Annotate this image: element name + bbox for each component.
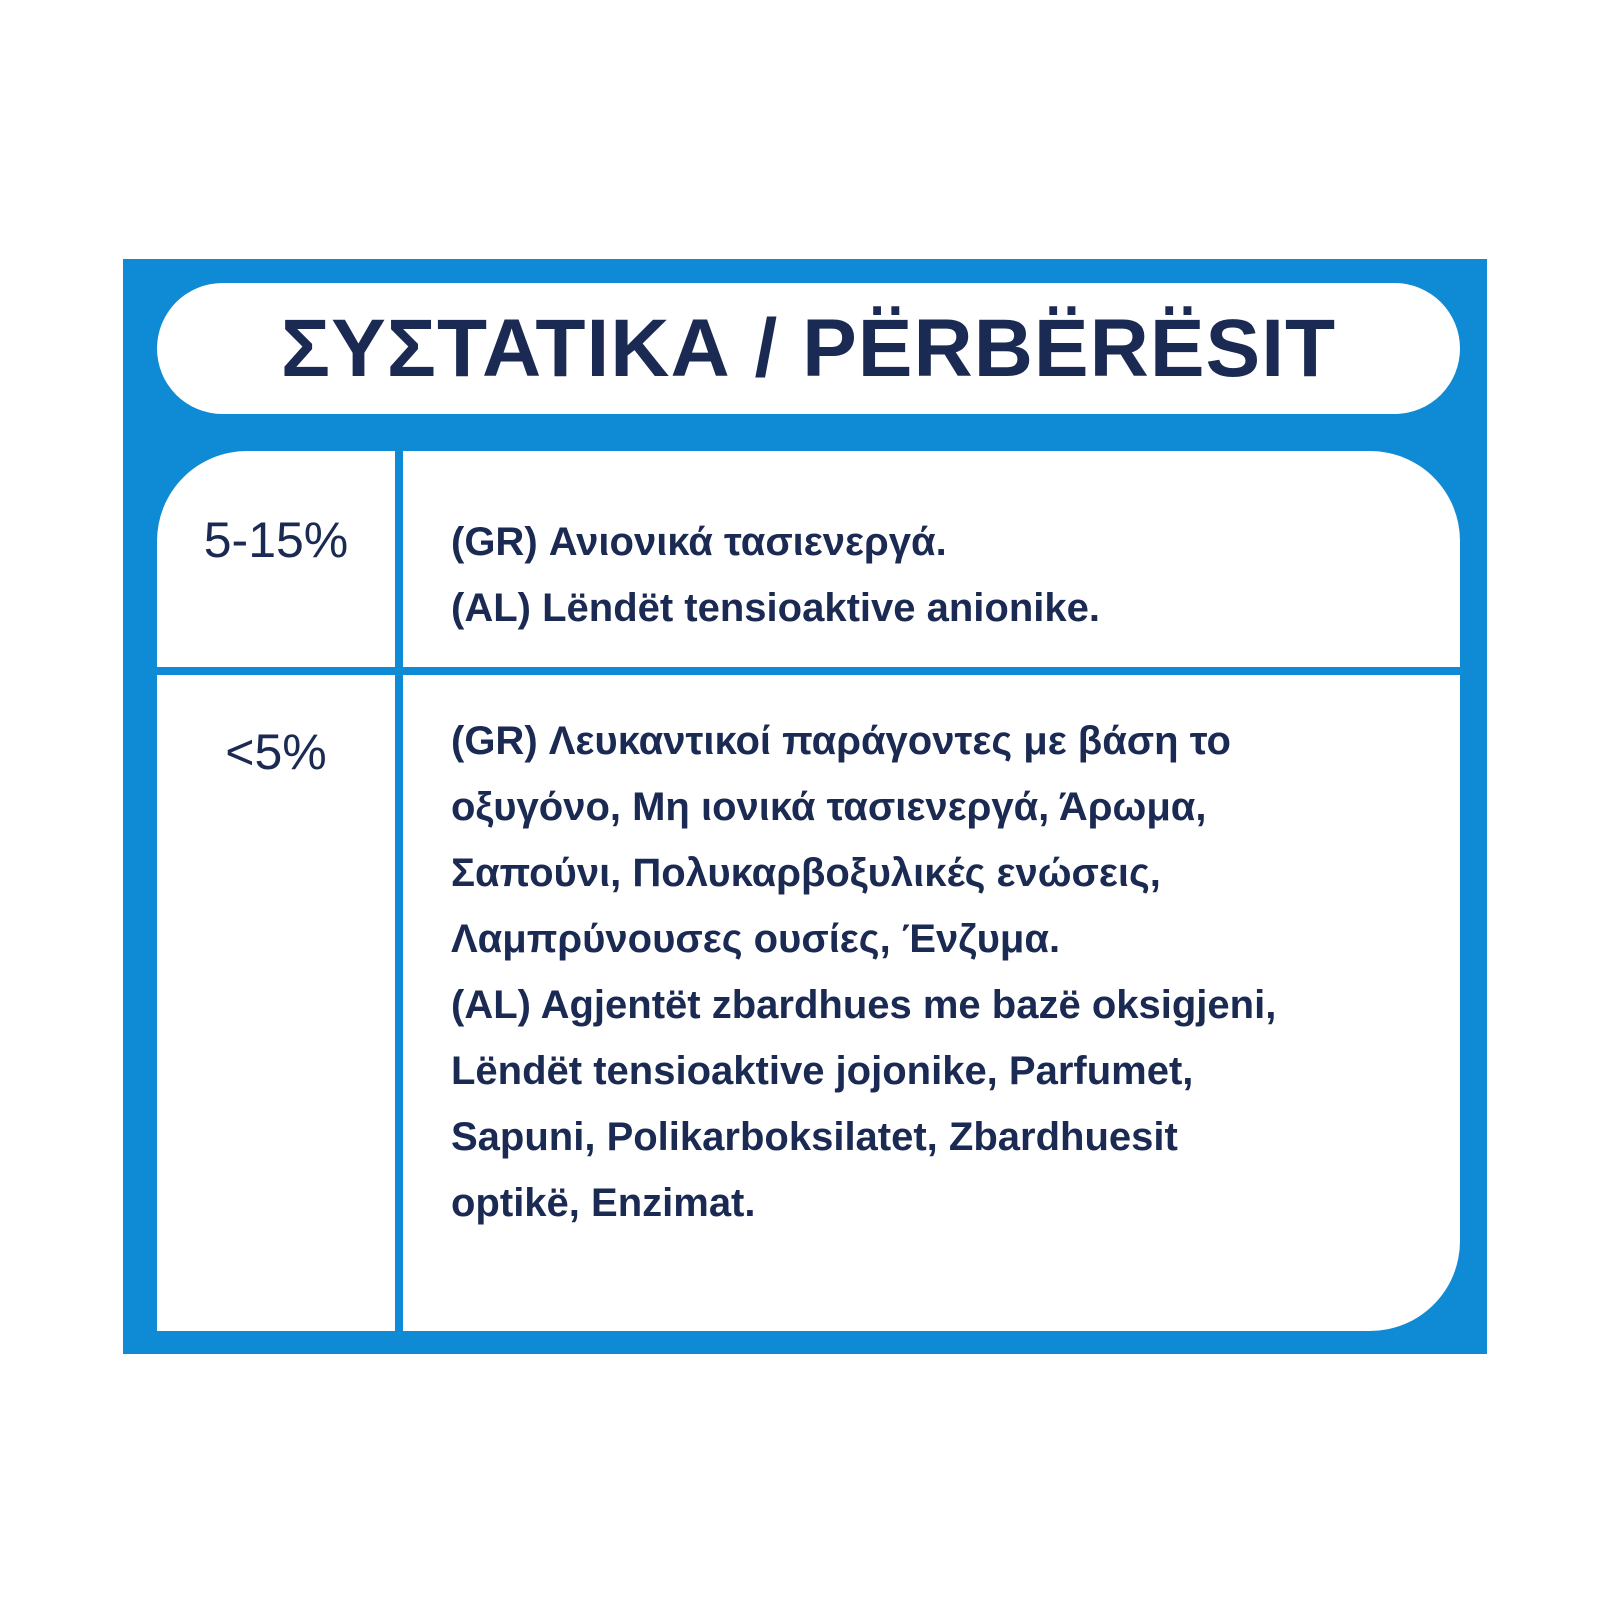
description-line: (GR) Ανιονικά τασιενεργά. — [451, 520, 947, 564]
description-line: optikë, Enzimat. — [451, 1181, 756, 1225]
description-line: (AL) Agjentët zbardhues me bazë oksigjeni, — [451, 983, 1277, 1027]
description-line: Σαπούνι, Πολυκαρβοξυλικές ενώσεις, — [451, 851, 1161, 895]
description-line: (AL) Lëndët tensioaktive anionike. — [451, 586, 1101, 630]
page-title: ΣΥΣΤΑΤΙΚΑ / PËRBËRËSIT — [280, 302, 1337, 394]
description-line: Lëndët tensioaktive jojonike, Parfumet, — [451, 1049, 1194, 1093]
percentage-cell: 5-15% — [203, 512, 349, 568]
description-line: (GR) Λευκαντικοί παράγοντες με βάση το — [451, 719, 1231, 763]
column-divider — [395, 451, 403, 1331]
row-divider — [157, 667, 1460, 675]
description-line: Λαμπρύνουσες ουσίες, Ένζυμα. — [451, 917, 1061, 961]
description-line: οξυγόνο, Μη ιονικά τασιενεργά, Άρωμα, — [451, 785, 1207, 829]
description-line: Sapuni, Polikarboksilatet, Zbardhuesit — [451, 1115, 1178, 1159]
ingredients-frame — [123, 259, 1487, 1354]
ingredients-table — [157, 451, 1460, 1331]
title-banner — [157, 283, 1460, 414]
description-cell — [451, 509, 1411, 641]
description-cell — [451, 708, 1411, 1236]
percentage-cell: <5% — [225, 724, 327, 780]
